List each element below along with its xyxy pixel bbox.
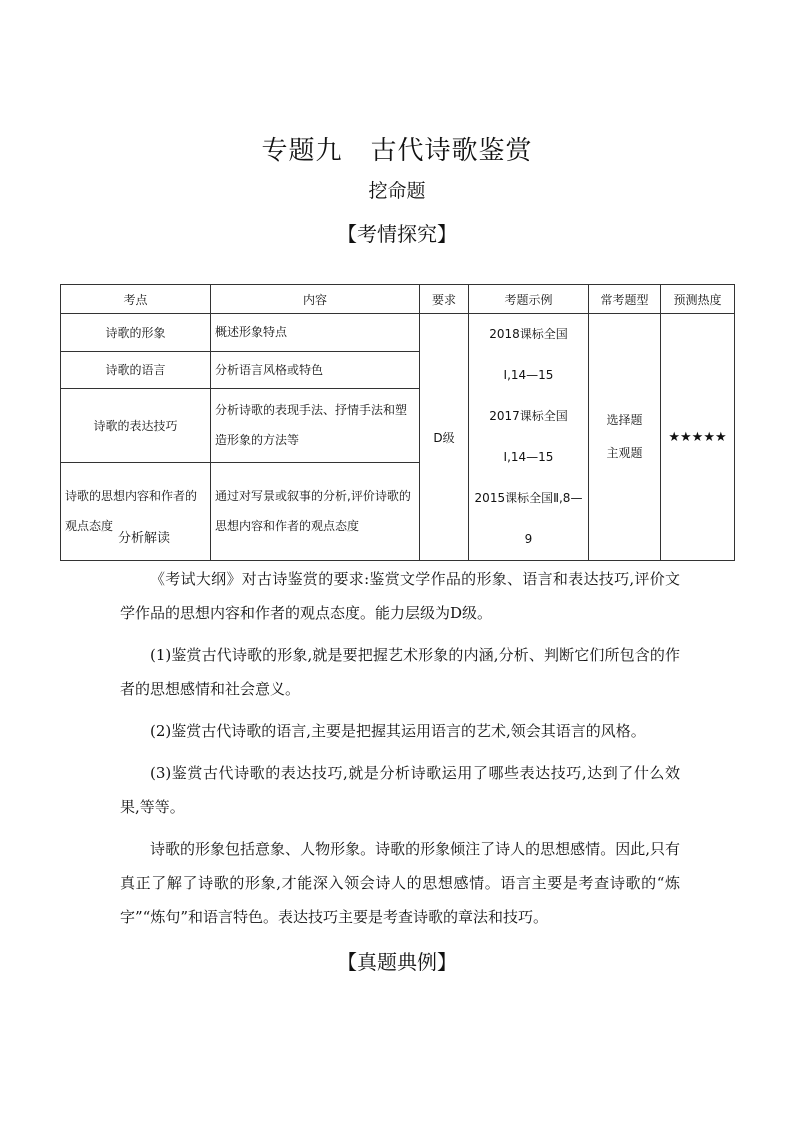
table-cell-content: 概述形象特点 — [211, 314, 420, 352]
example-line: 2018课标全国 — [489, 327, 568, 341]
exam-analysis-table — [60, 284, 735, 561]
page-subtitle: 挖命题 — [368, 180, 426, 202]
section-heading-exam-analysis: 【考情探究】 — [337, 222, 457, 246]
example-line: 2015课标全国Ⅱ,8—9 — [474, 491, 583, 546]
table-cell-content: 分析语言风格或特色 — [211, 351, 420, 389]
page-title — [0, 130, 794, 167]
table-cell-question-types — [589, 314, 661, 561]
paragraph: 《考试大纲》对古诗鉴赏的要求:鉴赏文学作品的形象、语言和表达技巧,评价文学作品的思想内容和作者的观点态度。能力层级为D级。 — [120, 570, 680, 622]
table-row — [61, 314, 735, 352]
paragraph: 诗歌的形象包括意象、人物形象。诗歌的形象倾注了诗人的思想感情。因此,只有真正了解了诗歌的形象,才能深入领会诗人的思想感情。语言主要是考查诗歌的“炼字”“炼句”和语言特色。表达技巧主要是考查诗歌的章法和技巧。 — [120, 840, 680, 926]
title-topic: 古代诗歌鉴赏 — [370, 136, 533, 166]
table-header: 内容 — [211, 285, 420, 314]
analysis-label: 分析解读 — [118, 531, 171, 546]
table-header: 预测热度 — [661, 285, 735, 314]
table-cell-point: 诗歌的语言 — [61, 351, 211, 389]
table-cell-content: 分析诗歌的表现手法、抒情手法和塑造形象的方法等 — [211, 389, 420, 463]
table-cell-content: 通过对写景或叙事的分析,评价诗歌的思想内容和作者的观点态度 — [211, 462, 420, 560]
table-header-row — [61, 285, 735, 314]
table-header: 常考题型 — [589, 285, 661, 314]
table-cell-examples — [469, 314, 589, 561]
title-chapter: 专题九 — [261, 136, 343, 166]
table-header: 考点 — [61, 285, 211, 314]
table-cell-point: 诗歌的思想内容和作者的观点态度 — [61, 462, 211, 560]
example-line: 2017课标全国 — [489, 409, 568, 423]
section-heading-real-examples: 【真题典例】 — [337, 950, 457, 974]
heat-rating: ★★★★★ — [661, 314, 735, 561]
paragraph: (3)鉴赏古代诗歌的表达技巧,就是分析诗歌运用了哪些表达技巧,达到了什么效果,等等。 — [120, 764, 680, 816]
question-type: 主观题 — [606, 446, 643, 460]
analysis-body — [120, 562, 680, 934]
table-header: 考题示例 — [469, 285, 589, 314]
table-cell-requirement: D级 — [420, 314, 469, 561]
table-header: 要求 — [420, 285, 469, 314]
paragraph: (2)鉴赏古代诗歌的语言,主要是把握其运用语言的艺术,领会其语言的风格。 — [150, 722, 646, 740]
table-cell-point: 诗歌的形象 — [61, 314, 211, 352]
example-line: Ⅰ,14—15 — [503, 450, 554, 464]
paragraph: (1)鉴赏古代诗歌的形象,就是要把握艺术形象的内涵,分析、判断它们所包含的作者的思想感情和社会意义。 — [120, 646, 680, 698]
example-line: Ⅰ,14—15 — [503, 368, 554, 382]
table-cell-point: 诗歌的表达技巧 — [61, 389, 211, 463]
question-type: 选择题 — [606, 413, 643, 427]
